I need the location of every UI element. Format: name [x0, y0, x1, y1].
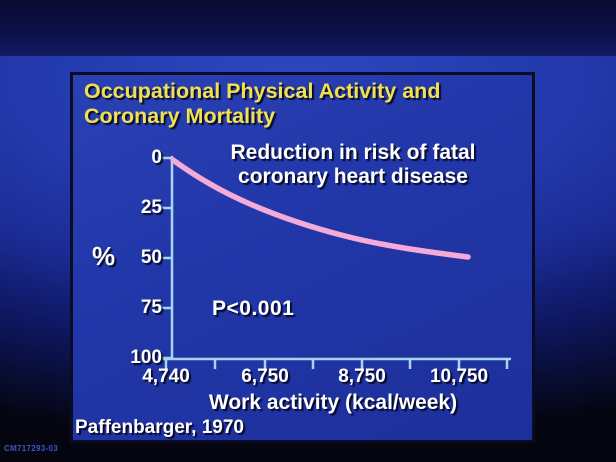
slide-id-code: CM717293-03	[4, 444, 58, 453]
chart-subtitle	[185, 141, 521, 189]
y-tick-label-50: 50	[140, 247, 162, 268]
x-tick-label-4740: 4,740	[142, 366, 190, 387]
x-tick-label-8750: 8,750	[338, 366, 386, 387]
x-tick-label-10750: 10,750	[429, 366, 489, 387]
y-tick-label-75: 75	[140, 297, 162, 318]
slide-title-line1: Occupational Physical Activity and	[84, 79, 441, 103]
y-tick-label-100: 100	[130, 347, 162, 368]
y-axis-label: %	[92, 241, 116, 271]
x-tick-label-6750: 6,750	[241, 366, 289, 387]
chart-subtitle-line2: coronary heart disease	[238, 165, 468, 188]
x-axis-title: Work activity (kcal/week)	[208, 391, 458, 414]
p-value-annotation: P<0.001	[212, 297, 295, 320]
y-tick-label-0: 0	[151, 147, 162, 168]
y-tick-label-25: 25	[140, 197, 162, 218]
source-citation: Paffenbarger, 1970	[75, 417, 244, 438]
slide-title-line2: Coronary Mortality	[84, 104, 276, 128]
top-navy-band	[0, 0, 616, 56]
slide-title	[84, 79, 440, 129]
chart-subtitle-line1: Reduction in risk of fatal	[230, 141, 476, 164]
